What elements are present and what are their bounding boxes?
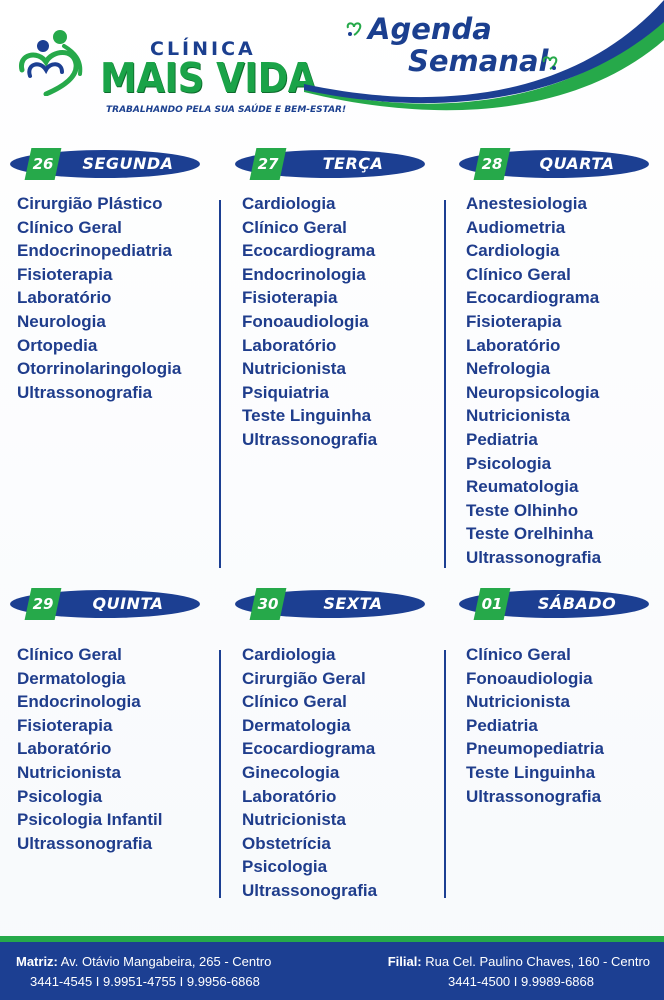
day-name: SÁBADO (537, 594, 617, 613)
specialty-item: Nutricionista (466, 692, 570, 712)
specialty-item: Clínico Geral (242, 692, 347, 712)
specialty-item: Pneumopediatria (466, 739, 604, 759)
specialty-item: Fonoaudiologia (466, 668, 593, 688)
day-number: 01 (481, 595, 503, 613)
specialty-item: Clínico Geral (466, 264, 571, 284)
filial-info (388, 952, 650, 992)
specialty-item: Pediatria (466, 429, 538, 449)
day-header (235, 590, 425, 618)
specialty-list (17, 192, 181, 404)
specialty-item: Ultrassonografia (466, 547, 602, 567)
day-header (459, 590, 649, 618)
specialty-item: Fisioterapia (17, 715, 113, 735)
specialty-item: Cardiologia (242, 645, 336, 664)
day-number: 26 (32, 155, 54, 173)
specialty-item: Laboratório (242, 786, 337, 806)
matriz-label: Matriz: (16, 954, 58, 969)
family-heart-icon (16, 26, 94, 96)
clinic-logo (10, 18, 347, 115)
specialty-item: Neurologia (17, 311, 106, 331)
specialty-list (17, 643, 162, 855)
specialty-item: Clínico Geral (466, 645, 571, 664)
day-number: 27 (257, 155, 279, 173)
specialty-item: Ultrassonografia (242, 429, 378, 449)
day-header (10, 590, 200, 618)
day-name: SEXTA (323, 594, 383, 613)
column-divider (219, 200, 221, 568)
specialty-item: Nutricionista (242, 810, 346, 830)
specialty-item: Obstetrícia (242, 833, 331, 853)
specialty-item: Teste Linguinha (242, 406, 372, 426)
day-column-wednesday (459, 150, 664, 567)
clinic-prefix: CLÍNICA (150, 38, 256, 60)
specialty-item: Nutricionista (466, 406, 570, 426)
specialty-item: Clínico Geral (17, 217, 122, 237)
day-name: QUARTA (539, 154, 615, 173)
agenda-title-line2: Semanal (408, 44, 549, 78)
filial-label: Filial: (387, 954, 422, 969)
specialty-item: Ecocardiograma (242, 241, 376, 261)
specialty-item: Nutricionista (17, 762, 121, 782)
specialty-item: Ultrassonografia (466, 786, 602, 806)
specialty-item: Neuropsicologia (466, 382, 600, 402)
day-header (235, 150, 425, 178)
specialty-item: Nefrologia (466, 359, 551, 379)
day-number: 30 (257, 595, 279, 613)
specialty-list (466, 192, 601, 570)
day-name: QUINTA (92, 594, 164, 613)
agenda-title-line1: Agenda (368, 12, 492, 46)
heart-swirl-icon (540, 52, 560, 72)
day-name: SEGUNDA (82, 154, 174, 173)
clinic-tagline: TRABALHANDO PELA SUA SAÚDE E BEM-ESTAR! (106, 105, 347, 115)
specialty-item: Teste Orelhinha (466, 524, 594, 544)
day-name: TERÇA (322, 154, 384, 173)
day-column-thursday (10, 590, 220, 853)
day-column-saturday (459, 590, 664, 806)
specialty-item: Laboratório (17, 288, 112, 308)
specialty-item: Fisioterapia (17, 264, 113, 284)
specialty-item: Dermatologia (242, 715, 351, 735)
column-divider (219, 650, 221, 898)
specialty-item: Ecocardiograma (242, 739, 376, 759)
matriz-phones: 3441-4545 I 9.9951-4755 I 9.9956-6868 (30, 974, 260, 989)
specialty-item: Clínico Geral (17, 645, 122, 664)
column-divider (444, 650, 446, 898)
specialty-item: Psicologia (466, 453, 552, 473)
specialty-item: Ecocardiograma (466, 288, 600, 308)
specialty-item: Pediatria (466, 715, 538, 735)
footer-stripe (0, 936, 664, 942)
specialty-item: Fisioterapia (242, 288, 338, 308)
specialty-item: Cirurgião Geral (242, 668, 366, 688)
specialty-item: Psicologia Infantil (17, 810, 163, 830)
specialty-item: Teste Linguinha (466, 762, 596, 782)
specialty-item: Laboratório (242, 335, 337, 355)
specialty-item: Fonoaudiologia (242, 311, 369, 331)
day-number: 28 (481, 155, 503, 173)
specialty-item: Clínico Geral (242, 217, 347, 237)
specialty-item: Psiquiatria (242, 382, 329, 402)
specialty-item: Otorrinolaringologia (17, 359, 182, 379)
specialty-item: Endocrinologia (242, 264, 366, 284)
specialty-item: Laboratório (466, 335, 561, 355)
specialty-item: Cardiologia (242, 194, 336, 213)
specialty-item: Psicologia (242, 857, 328, 877)
specialty-item: Teste Olhinho (466, 500, 579, 520)
heart-swirl-icon (344, 18, 364, 38)
filial-phones: 3441-4500 I 9.9989-6868 (447, 974, 594, 989)
specialty-item: Endocrinopediatria (17, 241, 172, 261)
day-number: 29 (32, 595, 54, 613)
specialty-item: Psicologia (17, 786, 103, 806)
specialty-item: Cardiologia (466, 241, 560, 261)
specialty-item: Endocrinologia (17, 692, 141, 712)
specialty-item: Anestesiologia (466, 194, 587, 213)
filial-address: Rua Cel. Paulino Chaves, 160 - Centro (425, 954, 650, 969)
specialty-item: Ultrassonografia (17, 833, 153, 853)
day-header (459, 150, 649, 178)
specialty-item: Ultrassonografia (242, 880, 378, 900)
day-column-tuesday (235, 150, 445, 449)
column-divider (444, 200, 446, 568)
specialty-item: Fisioterapia (466, 311, 562, 331)
day-column-friday (235, 590, 445, 900)
specialty-item: Laboratório (17, 739, 112, 759)
specialty-item: Nutricionista (242, 359, 346, 379)
matriz-address: Av. Otávio Mangabeira, 265 - Centro (60, 954, 272, 969)
specialty-item: Audiometria (466, 217, 566, 237)
specialty-item: Ortopedia (17, 335, 98, 355)
day-header (10, 150, 200, 178)
matriz-info (16, 952, 271, 992)
specialty-list (242, 643, 377, 903)
specialty-item: Ultrassonografia (17, 382, 153, 402)
specialty-list (466, 643, 604, 808)
specialty-item: Reumatologia (466, 477, 579, 497)
clinic-name: MAIS VIDA (100, 54, 316, 102)
specialty-item: Dermatologia (17, 668, 126, 688)
day-column-monday (10, 150, 220, 402)
specialty-list (242, 192, 377, 452)
specialty-item: Ginecologia (242, 762, 340, 782)
specialty-item: Cirurgião Plástico (17, 194, 163, 213)
